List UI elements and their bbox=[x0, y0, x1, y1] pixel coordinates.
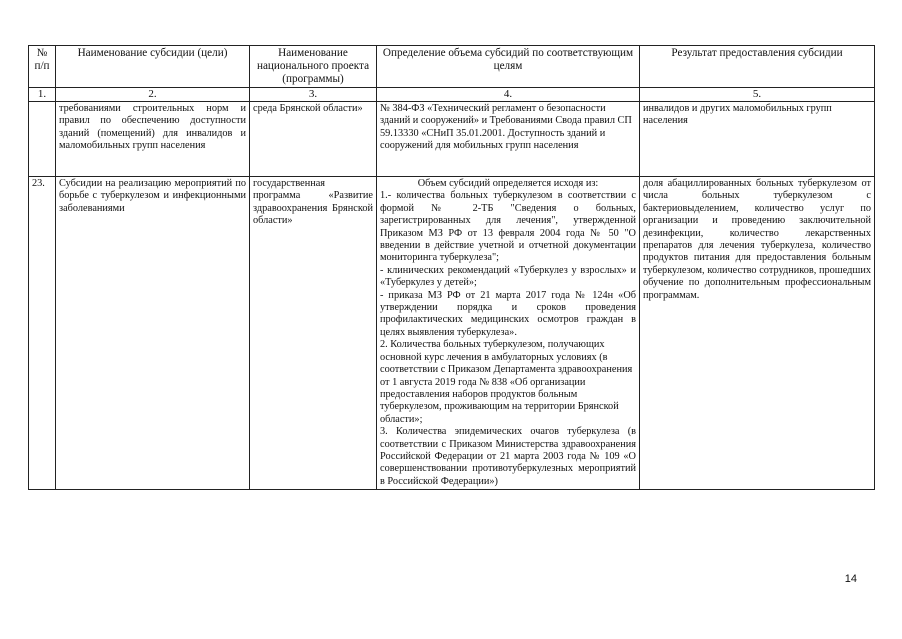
column-number: 2. bbox=[56, 88, 250, 102]
volume-definition-paragraph: - клинических рекомендаций «Туберкулез у взрослых» и «Туберкулез у детей»; bbox=[380, 264, 636, 289]
volume-definition-cell bbox=[377, 177, 640, 490]
subsidy-name-cell: требованиями строительных норм и правил по обеспечению доступности зданий (помещений) для инвалидов и маломобильных групп населения bbox=[56, 102, 250, 177]
subsidy-table bbox=[28, 45, 875, 490]
subsidy-name-cell: Субсидии на реализацию мероприятий по борьбе с туберкулезом и инфекционными заболеваниями bbox=[56, 177, 250, 490]
result-cell: инвалидов и других маломобильных групп населения bbox=[640, 102, 875, 177]
volume-definition-paragraph: 2. Количества больных туберкулезом, получающих основной курс лечения в амбулаторных условиях (в соответствии с Приказом Департамента здравоохранения от 1 августа 2019 года № 838 «Об организации предоставления наборов продуктов больным туберкулезом, проживающим на территории Брянской области»; bbox=[380, 339, 633, 425]
header-volume-definition: Определение объема субсидий по соответствующим целям bbox=[377, 46, 640, 88]
column-number: 1. bbox=[29, 88, 56, 102]
header-national-project: Наименование национального проекта (программы) bbox=[250, 46, 377, 88]
table-row-23 bbox=[29, 177, 875, 490]
result-cell: доля абациллированных больных туберкулезом от числа больных туберкулезом с бактериовыделением, количество услуг по организации и проведению заключительной дезинфекции, количество лекарственных препаратов для лечения туберкулеза, количество продуктов питания для предоставления больным туберкулезом, количество сотрудников, прошедших обучение по дополнительным профессиональным программам. bbox=[640, 177, 875, 490]
volume-definition-cell: № 384-ФЗ «Технический регламент о безопасности зданий и сооружений» и Требованиями Свода правил СП 59.13330 «СНиП 35.01.2001. Доступность зданий и сооружений для мобильных групп населения bbox=[377, 102, 640, 177]
table-header-row bbox=[29, 46, 875, 88]
volume-definition-paragraph: 3. Количества эпидемических очагов туберкулеза (в соответствии с Приказом Министерства здравоохранения Российской Федерации от 21 марта 2003 года № 109 «О совершенствовании противотуберкулезных мероприятий в Российской Федерации») bbox=[380, 426, 636, 487]
column-number-row bbox=[29, 88, 875, 102]
row-number-cell: 23. bbox=[29, 177, 56, 490]
header-number: № п/п bbox=[29, 46, 56, 88]
table-row-continued bbox=[29, 102, 875, 177]
header-result: Результат предоставления субсидии bbox=[640, 46, 875, 88]
column-number: 4. bbox=[377, 88, 640, 102]
page-number: 14 bbox=[844, 573, 857, 585]
header-subsidy-name: Наименование субсидии (цели) bbox=[56, 46, 250, 88]
volume-definition-title: Объем субсидий определяется исходя из: bbox=[417, 178, 599, 189]
volume-definition-paragraph: - приказа МЗ РФ от 21 марта 2017 года № 124н «Об утверждении порядка и сроков проведения профилактических медицинских осмотров граждан в целях выявления туберкулеза». bbox=[380, 289, 636, 338]
column-number: 3. bbox=[250, 88, 377, 102]
column-number: 5. bbox=[640, 88, 875, 102]
national-project-cell: среда Брянской области» bbox=[250, 102, 377, 177]
row-number-cell bbox=[29, 102, 56, 177]
volume-definition-paragraph: 1.- количества больных туберкулезом в соответствии с формой № 2-ТБ "Сведения о больных, зарегистрированных для лечения", утвержденной Приказом МЗ РФ от 13 февраля 2004 года № 50 "О введении в действие учетной и отчетной документации мониторинга туберкулеза"; bbox=[380, 190, 636, 264]
national-project-cell: государственная программа «Развитие здравоохранения Брянской области» bbox=[250, 177, 377, 490]
